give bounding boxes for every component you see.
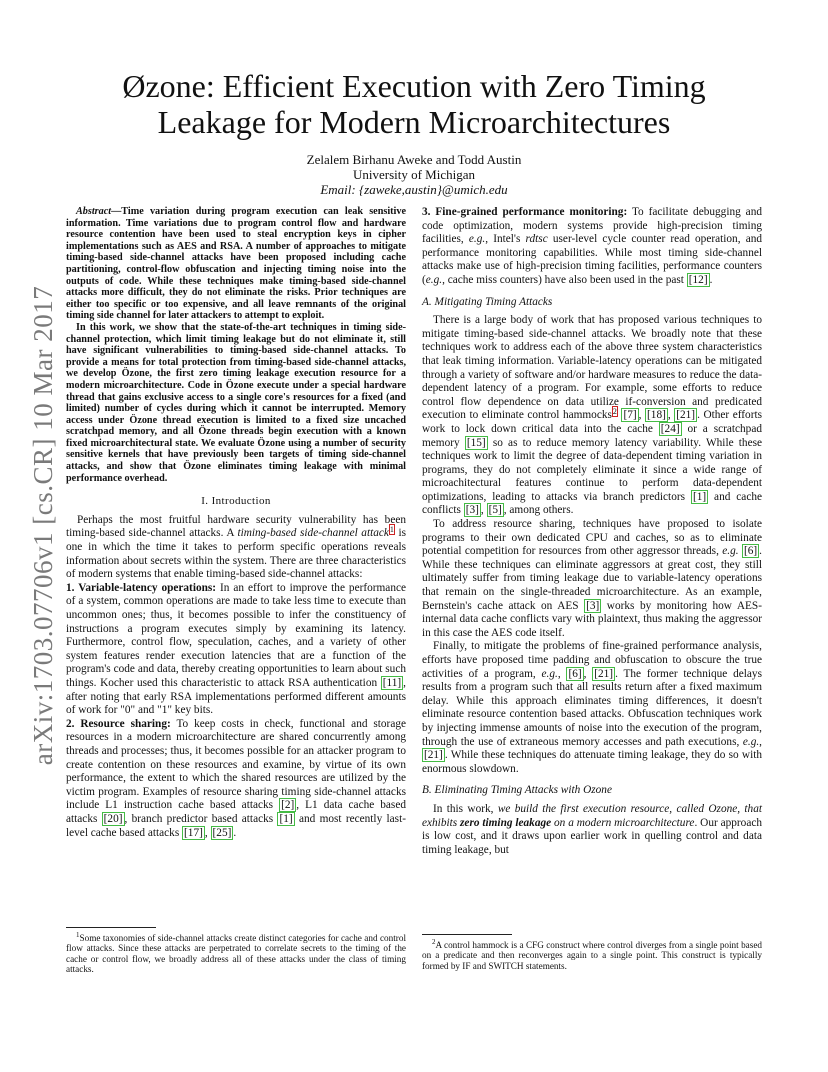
citation-link[interactable]: [7] [623,409,637,422]
abstract-paragraph-1: Abstract—Time variation during program execution can leak sensitive information. Time variations due to program control flow and hardware resource contention have been used to steal encryption keys in cipher implementations such as AES and RSA. A number of approaches to mitigate timing-based side-channel attacks have been proposed including cache partitioning, control-flow obfuscation and injecting timing noise into the outputs of code. While these techniques make timing-based side-channel attacks more difficult, they do not eliminate the risks. Prior techniques are either too specific or too expensive, and all leave remnants of the original timing side channel for later attackers to attempt to exploit. [66,206,406,322]
mitigating-paragraph-1: There is a large body of work that has proposed various techniques to mitigate timing-based side-channel attacks. We broadly note that these techniques work to address each of the above three system characteristics that leak timing information. Variable-latency operations can be mitigated through a variety of software and/or hardware measures to reduce the data-dependent latency of a program. For example, some efforts to reduce control flow dependence on data utilize if-conversion and predicated execution to eliminate control hammocks$^2$ [7] , [18] , [21] . Other efforts work to lock down critical data into the cache [24] or a scratchpad memory [15] so as to reduce memory latency variability. While these techniques work to limit the degree of data-dependent timing variation in programs, they do not completely eliminate it since a wide range of microachitectural features continue to perform data-dependent optimizations, leading to attacks via branch predictors [1] and cache conflicts [3] , [5] , among others. [422,314,763,517]
footnote-link-2[interactable]: 2 [612,406,617,416]
subsection-heading-eliminating: B. Eliminating Timing Attacks with Ozone [422,784,612,797]
intro-item-performance-monitoring: 3. Fine-grained performance monitoring: To facilitate debugging and code optimization, modern systems provide high-precision timing facilities, e.g., Intel's rdtsc user-level cycle counter read operation, and performance monitoring capabilities. While most timing side-channel attacks make use of high-precision timing facilities, performance counters (e.g., cache miss counters) have also been used in the past [12] . [422,206,763,286]
citation-link[interactable]: [5] [488,504,502,517]
citation-link[interactable]: [6] [743,545,758,558]
citation-link[interactable]: [21] [594,667,614,680]
author-names: Zelalem Birhanu Aweke and Todd Austin [306,152,522,167]
citation-link[interactable]: [18] [647,409,666,422]
footnote-rule [66,927,156,928]
citation-link[interactable]: [2] [281,799,295,812]
paper-title: Øzone: Efficient Execution with Zero Timing Leakage for Modern Microarchitectures [122,68,706,140]
citation-link[interactable]: [1] [279,812,293,825]
author-block [80,152,748,197]
citation-link[interactable]: [11] [382,676,402,689]
mitigating-paragraph-3: Finally, to mitigate the problems of fine-grained performance analysis, efforts have proposed time padding and obfuscation to obscure the true activities of a program, e.g., [6] , [21] . The former technique delays results from a program such that all results return after a fixed maximum delay. While this approach eliminates timing differences, it doesn't eliminate resource contention based attacks. Obfuscation techniques work by injecting immense amounts of noise into the execution of the program, through the use of extraneous memory accesses and path executions, e.g., [21] . While these techniques do attenuate timing leakage, they do so with enormous slowdown. [422,640,762,775]
intro-item-variable-latency: 1. Variable-latency operations: In an effort to improve the performance of a system, common operations are made to take less time to execute than uncommon ones; thus, it becomes possible to infer the constituency of instructions a program executes simply by examining its latency. Furthermore, control flow, speculation, caches, and a variety of other system features render execution latencies that are a function of the program's code and data, thereby creating opportunities to learn about such things. Kocher used this characteristic to attack RSA authentication [11] , after noting that early RSA implementations performed different amounts of work for "0" and "1" key bits. [66,581,406,717]
author-email: Email: {zaweke,austin}@umich.edu [320,182,508,197]
right-column [422,206,762,857]
citation-link[interactable]: [6] [568,667,582,680]
citation-link[interactable]: [20] [103,812,123,825]
abstract-paragraph-2: In this work, we show that the state-of-the-art techniques in timing side-channel protection, which limit timing leakage but do not eliminate it, still have significant vulnerabilities to timing-based side-channel attacks. To provide a means for total protection from timing-based side-channel attacks, we develop Özone, the first zero timing leakage execution resource for a modern microarchitecture. Code in Özone execute under a special hardware thread that gains exclusive access to a single core's resources for a fixed (and limited) number of cycles during which it cannot be interrupted. Memory access under Özone thread execution is limited to a fixed size uncached scratchpad memory, and all Özone threads begin execution with a known fixed microarchitectural state. We evaluate Özone using a number of security sensitive kernels that have previously been targets of timing side-channel attacks, and show that Özone eliminates timing leakage with minimal performance overhead. [66,321,406,484]
citation-link[interactable]: [3] [586,599,600,612]
intro-item-resource-sharing: 2. Resource sharing: To keep costs in check, functional and storage resources in a modern microarchitecture are shared concurrently among threads and processes; thus, it becomes possible for an attacker program to create contention on these resources and examine, by virtue of its own performance, the extent to which the shared resources are utilized by the victim program. Examples of resource sharing timing side-channel attacks include L1 instruction cache based attacks [2] , L1 data cache based attacks [20] , branch predictor based attacks [1] and most recently last-level cache based attacks [17] , [25] . [66,717,406,839]
section-heading-introduction: I. Introduction [201,495,271,508]
citation-link[interactable]: [3] [465,504,479,517]
eliminating-paragraph-1: In this work, we build the first execution resource, called Ozone, that exhibits zero timing leakage on a modern microarchitecture. Our approach is low cost, and it draws upon earlier work in quelling control and data timing leakage, but [422,802,763,856]
footnote-link-1[interactable]: 1 [389,524,394,534]
author-affiliation: University of Michigan [352,167,476,182]
footnote-rule [422,934,512,935]
citation-link[interactable]: [21] [676,409,696,422]
abstract [66,206,406,484]
arxiv-identifier: arXiv:1703.07706v1 [cs.CR] 10 Mar 2017 [28,285,59,765]
left-column [66,206,406,840]
footnote-1: $^1$Some taxonomies of side-channel attacks create distinct categories for cache and control flow attacks. Since these attacks are perpetrated to correlate secrets to the timing of the cache or control flow, we broadly address all of these attacks under the class of timing attacks. [66,930,406,974]
subsection-heading-mitigating: A. Mitigating Timing Attacks [422,295,553,308]
citation-link[interactable]: [25] [212,826,232,839]
mitigating-paragraph-2: To address resource sharing, techniques have proposed to isolate programs to their own dedicated CPU and caches, so as to eliminate potential competition for resources from other aggressor threads, e.g. [6] . While these techniques can eliminate aggressors at great cost, they still ultimately suffer from timing leakage due to variable-latency operations that remain on the single-threaded microarchitecture. As an example, Bernstein's cache attack on AES [3] works by monitoring how AES-internal data cache conflicts vary with plaintext, thus making the aggressor in this case the AES code itself. [422,518,762,639]
citation-link[interactable]: [15] [466,436,486,449]
citation-link[interactable]: [12] [688,273,708,286]
abstract-label: Abstract [76,206,112,217]
citation-link[interactable]: [1] [692,490,707,503]
citation-link[interactable]: [24] [660,422,680,435]
footnote-2: $^2$A control hammock is a CFG construct where control diverges from a single point based on a predicate and then reconverges again to a single point. This construct is typically formed by IF and SWITCH statements. [422,937,762,971]
citation-link[interactable]: [17] [184,826,203,839]
intro-paragraph-1: Perhaps the most fruitful hardware security vulnerability has been timing-based side-channel attacks. A timing-based side-channel attack$^1$ is one in which the time it takes to perform specific operations reveals information about secrets within the system. There are three characteristics of modern systems that enable timing-based side-channel attacks: [66,513,407,581]
citation-link[interactable]: [21] [424,749,443,762]
